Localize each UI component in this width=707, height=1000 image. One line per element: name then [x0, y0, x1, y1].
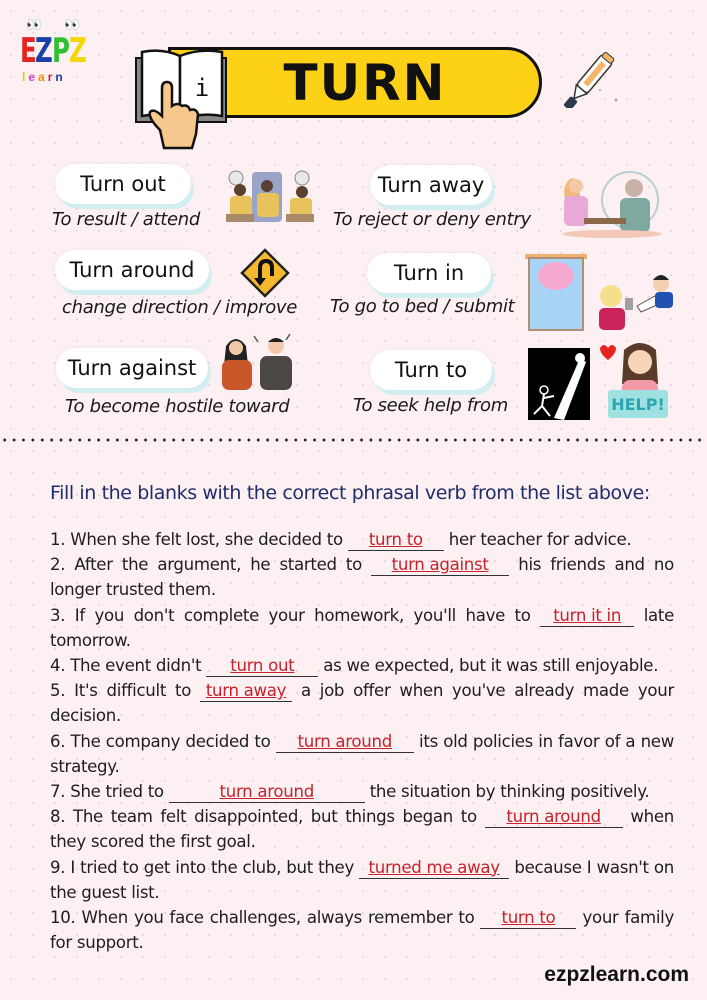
website-url[interactable]: ezpzlearn.com	[544, 963, 689, 986]
ezpz-learn-logo	[18, 18, 104, 82]
exercise-list	[50, 527, 674, 955]
answer-blank[interactable]: turn to	[480, 908, 576, 929]
exercise-item-3: 3. If you don't complete your homework, you'll have to turn it in late tomorrow.	[50, 605, 674, 650]
vocab-definition: To result / attend	[52, 209, 200, 230]
exercise-item-6: 6. The company decided to turn around its old policies in favor of a new strategy.	[50, 731, 674, 776]
answer-blank[interactable]: turn away	[200, 681, 292, 702]
svg-text:i: i	[194, 74, 210, 102]
help-seeking-illustration	[524, 338, 674, 424]
vocab-term-turn-against: Turn against	[56, 348, 208, 388]
logo-subtitle: learn	[22, 70, 66, 84]
answer-blank[interactable]: turn around	[169, 782, 365, 803]
exercise-instruction: Fill in the blanks with the correct phrasal verb from the list above:	[50, 482, 650, 504]
answer-blank[interactable]: turn around	[276, 732, 414, 753]
exercise-item-9: 9. I tried to get into the club, but they turned me away because I wasn't on the guest list.	[50, 857, 674, 902]
vocab-definition: To go to bed / submit	[330, 296, 515, 317]
vocab-definition: To become hostile toward	[65, 396, 290, 417]
vocab-term-turn-away: Turn away	[370, 165, 492, 205]
three-people-illustration	[222, 164, 320, 222]
logo-eyes-icon: 👀	[64, 17, 79, 32]
u-turn-sign-icon	[240, 248, 290, 298]
answer-blank[interactable]: turned me away	[359, 858, 509, 879]
angry-couple-illustration	[218, 332, 298, 390]
woman-refusing-man-illustration	[556, 170, 666, 240]
exercise-item-2: 2. After the argument, he started to turn against his friends and no longer trusted them.	[50, 555, 674, 600]
vocab-term-turn-in: Turn in	[367, 253, 491, 293]
logo-eyes-icon: 👀	[26, 17, 41, 32]
exercise-item-7: 7. She tried to turn around the situation by thinking positively.	[50, 782, 650, 802]
exercise-item-10: 10. When you face challenges, always remember to turn to your family for support.	[50, 908, 674, 953]
answer-blank[interactable]: turn it in	[540, 606, 634, 627]
exercise-item-8: 8. The team felt disappointed, but things began to turn around when they scored the first goal.	[50, 807, 674, 852]
vocab-term-turn-to: Turn to	[370, 350, 492, 390]
page-title: TURN	[283, 53, 447, 112]
book-pointing-hand-icon	[134, 44, 230, 150]
answer-blank[interactable]: turn out	[206, 656, 318, 677]
answer-blank[interactable]: turn around	[485, 807, 623, 828]
vocab-term-turn-out: Turn out	[55, 164, 191, 204]
vocab-definition: To reject or deny entry	[333, 209, 531, 230]
answer-blank[interactable]: turn to	[348, 530, 444, 551]
bed-and-submit-illustration	[523, 254, 675, 332]
section-divider	[0, 438, 707, 442]
exercise-item-5: 5. It's difficult to turn away a job offer when you've already made your decision.	[50, 681, 674, 726]
marker-pen-icon	[556, 46, 628, 108]
exercise-item-4: 4. The event didn't turn out as we expected, but it was still enjoyable.	[50, 656, 659, 676]
vocab-term-turn-around: Turn around	[55, 250, 209, 290]
logo-letters: EZPZ	[20, 31, 86, 71]
vocab-definition: To seek help from	[353, 395, 508, 416]
answer-blank[interactable]: turn against	[371, 555, 509, 576]
exercise-item-1: 1. When she felt lost, she decided to turn to her teacher for advice.	[50, 530, 632, 549]
svg-text:HELP!: HELP!	[611, 395, 665, 414]
vocab-definition: change direction / improve	[62, 297, 298, 318]
